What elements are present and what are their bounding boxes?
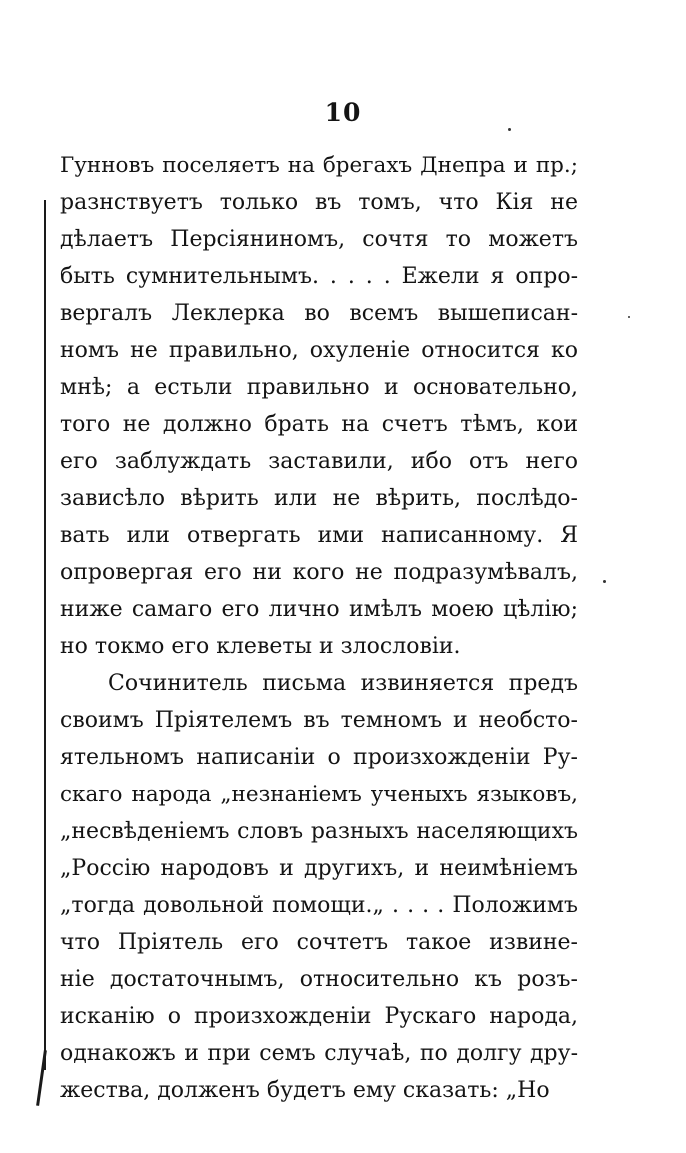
ink-speck xyxy=(508,128,511,131)
text-line: что Пріятель его сочтетъ такое извине- xyxy=(60,930,578,955)
text-line: его заблуждать заставили, ибо отъ него xyxy=(60,449,578,474)
text-line: мнѣ; а естьли правильно и основательно, xyxy=(60,375,578,400)
text-line: „Россію народовъ и другихъ, и неимѣніемъ xyxy=(60,856,578,881)
text-line: „несвѣденіемъ словъ разныхъ населяющихъ xyxy=(60,819,578,844)
text-line: однакожъ и при семъ случаѣ, по долгу дру- xyxy=(60,1041,578,1066)
text-line: зависѣло вѣрить или не вѣрить, послѣдо- xyxy=(60,486,578,511)
text-line: Гунновъ поселяетъ на брегахъ Днепра и пр.; xyxy=(60,153,578,178)
text-line: быть сумнительнымъ. . . . . Ежели я опро- xyxy=(60,264,578,289)
text-line: скаго народа „незнаніемъ ученыхъ языковъ, xyxy=(60,782,578,807)
binding-edge-tail xyxy=(36,1050,47,1106)
text-line: опровергая его ни кого не подразумѣвалъ, xyxy=(60,560,578,585)
text-line: „тогда довольной помощи.„ . . . . Положимъ xyxy=(60,893,578,918)
text-line: номъ не правильно, охуленіе относится ко xyxy=(60,338,578,363)
text-line: исканію о произхожденіи Рускаго народа, xyxy=(60,1004,578,1029)
ink-speck xyxy=(603,580,606,583)
text-line: Сочинитель письма извиняется предъ xyxy=(108,671,578,696)
text-line: ниже самаго его лично имѣлъ моею цѣлію; xyxy=(60,597,578,622)
text-line: того не должно брать на счетъ тѣмъ, кои xyxy=(60,412,578,437)
text-line: разнствуетъ только въ томъ, что Кія не xyxy=(60,190,578,215)
text-line: жества, долженъ будетъ ему сказать: „Но xyxy=(60,1078,550,1103)
text-line: своимъ Пріятелемъ въ темномъ и необсто- xyxy=(60,708,578,733)
paragraph-2 xyxy=(60,665,578,1109)
text-line: дѣлаетъ Персіяниномъ, сочтя то можетъ xyxy=(60,227,578,252)
paragraph-1 xyxy=(60,147,578,665)
text-line: вать или отвергать ими написанному. Я xyxy=(60,523,578,548)
text-line: но токмо его клеветы и злословіи. xyxy=(60,634,461,659)
ink-speck xyxy=(628,316,630,318)
body-text xyxy=(60,147,578,1109)
binding-edge-line xyxy=(44,200,46,1070)
page-number: 10 xyxy=(324,98,362,127)
text-line: ніе достаточнымъ, относительно къ розъ- xyxy=(60,967,578,992)
text-line: вергалъ Леклерка во всемъ вышеписан- xyxy=(60,301,578,326)
text-line: ятельномъ написаніи о произхожденіи Ру- xyxy=(60,745,578,770)
